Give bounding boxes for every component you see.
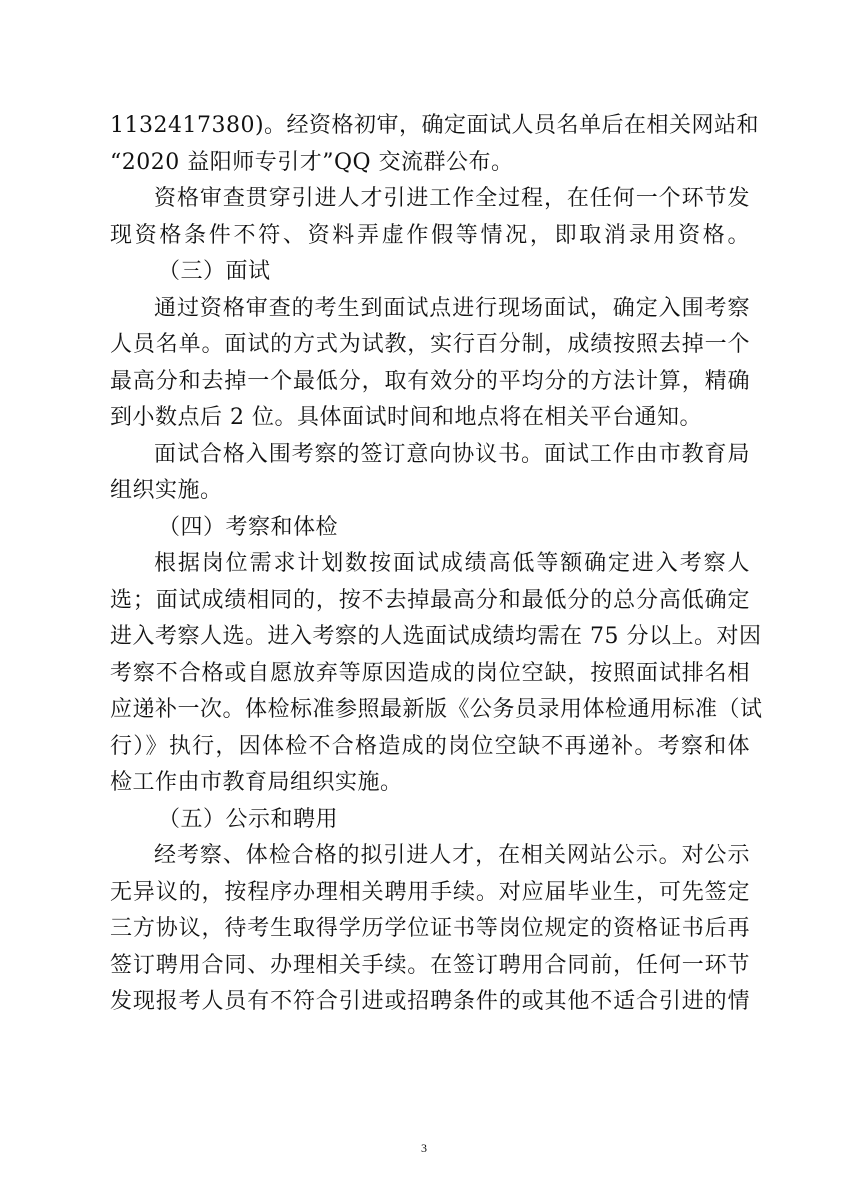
text-line: 组织实施。 (110, 478, 223, 503)
text-line: 选；面试成绩相同的，按不去掉最高分和最低分的总分高低确定 (110, 587, 750, 613)
text-line: “2020 益阳师专引才”QQ 交流群公布。 (110, 149, 514, 175)
text-line: 考察不合格或自愿放弃等原因造成的岗位空缺，按照面试排名相 (110, 660, 750, 686)
paragraph-first-line: 资格审查贯穿引进人才引进工作全过程，在任何一个环节发 (154, 186, 750, 211)
text-line: 应递补一次。体检标准参照最新版《公务员录用体检通用标准（试 (110, 697, 763, 722)
page-number: 3 (421, 1141, 427, 1155)
text-line: 1132417380)。经资格初审，确定面试人员名单后在相关网站和 (110, 113, 760, 138)
section-heading-publicity: （五）公示和聘用 (158, 806, 339, 832)
paragraph-first-line: 通过资格审查的考生到面试点进行现场面试，确定入围考察 (154, 295, 750, 321)
paragraph-first-line: 根据岗位需求计划数按面试成绩高低等额确定进入考察人 (154, 551, 750, 576)
section-heading-inspection: （四）考察和体检 (158, 514, 339, 540)
text-line: 发现报考人员有不符合引进或招聘条件的或其他不适合引进的情 (110, 989, 750, 1014)
text-line: 检工作由市教育局组织实施。 (110, 770, 403, 795)
text-line: 最高分和去掉一个最低分，取有效分的平均分的方法计算，精确 (110, 368, 750, 394)
paragraph-first-line: 经考察、体检合格的拟引进人才，在相关网站公示。对公示 (154, 843, 750, 868)
text-line: 现资格条件不符、资料弄虚作假等情况，即取消录用资格。 (110, 222, 750, 248)
text-line: 到小数点后 2 位。具体面试时间和地点将在相关平台通知。 (110, 405, 702, 430)
text-line: 三方协议，待考生取得学历学位证书等岗位规定的资格证书后再 (110, 916, 750, 941)
paragraph-first-line: 面试合格入围考察的签订意向协议书。面试工作由市教育局 (154, 441, 750, 467)
section-heading-interview: （三）面试 (158, 259, 271, 284)
text-line: 签订聘用合同、办理相关手续。在签订聘用合同前，任何一环节 (110, 952, 750, 978)
document-body (110, 108, 763, 1021)
text-line: 人员名单。面试的方式为试教，实行百分制，成绩按照去掉一个 (110, 332, 750, 357)
text-line: 行）》执行，因体检不合格造成的岗位空缺不再递补。考察和体 (110, 733, 750, 759)
text-line: 无异议的，按程序办理相关聘用手续。对应届毕业生，可先签定 (110, 879, 750, 905)
text-line: 进入考察人选。进入考察的人选面试成绩均需在 75 分以上。对因 (110, 624, 762, 649)
